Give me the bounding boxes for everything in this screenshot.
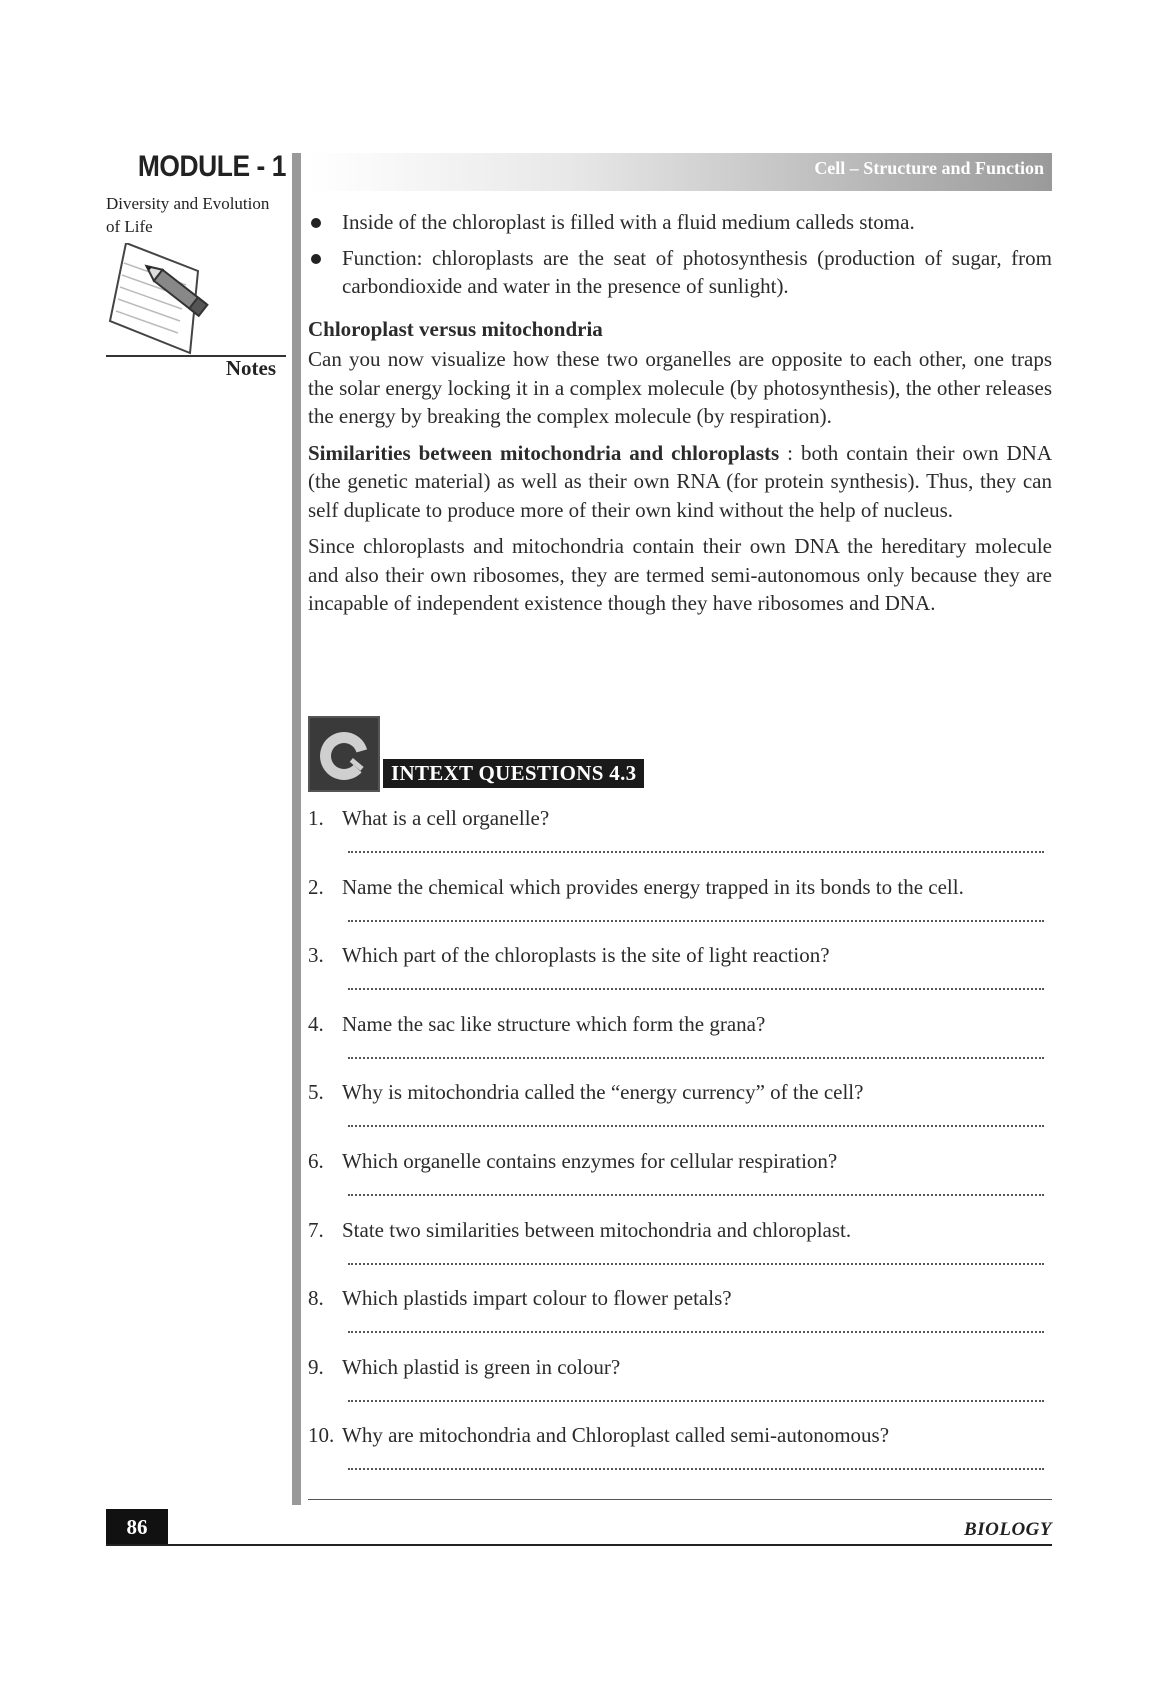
question-number: 2.: [308, 874, 324, 899]
question-item: [308, 1080, 1052, 1149]
question-item: [308, 875, 1052, 944]
footer-subject: BIOLOGY: [964, 1519, 1052, 1540]
question-text: Which organelle contains enzymes for cellular respiration?: [342, 1148, 838, 1173]
question-item: [308, 1286, 1052, 1355]
notes-label: Notes: [225, 356, 276, 380]
paragraph-bold-lead: Similarities between mitochondria and chloroplasts: [308, 440, 780, 465]
bullet-list: [308, 208, 1052, 301]
question-number: 3.: [308, 943, 324, 968]
notes-pencil-icon: [106, 243, 286, 358]
bullet-item: [308, 244, 1052, 301]
margin-divider-bar: [292, 153, 301, 1505]
question-number: 10.: [308, 1423, 335, 1448]
running-title: Cell – Structure and Function: [814, 158, 1044, 178]
question-number: 8.: [308, 1286, 324, 1311]
question-text: Name the chemical which provides energy trapped in its bonds to the cell.: [342, 874, 964, 899]
bullet-text: Function: chloroplasts are the seat of photosynthesis (production of sugar, from carbondioxide and water in the presence of sunlight).: [342, 245, 1052, 298]
bullet-icon: [311, 218, 321, 228]
question-text: Name the sac like structure which form the grana?: [342, 1011, 766, 1036]
paragraph: Since chloroplasts and mitochondria contain their own DNA the hereditary molecule and also their own ribosomes, they are termed semi-autonomous only because they are incapable of independent existence though they have ribosomes and DNA.: [308, 534, 1052, 615]
question-number: 7.: [308, 1217, 324, 1242]
bullet-item: [308, 208, 1052, 237]
question-list: [308, 806, 1052, 1492]
paragraph-text: : both contain their own DNA (the genetic material) as well as their own RNA (for protein synthesis). Thus, they can self duplicate to produce more of their own kind without the help of nucleus.: [308, 440, 1053, 522]
question-text: Why are mitochondria and Chloroplast called semi-autonomous?: [342, 1423, 890, 1448]
question-item: [308, 806, 1052, 875]
paragraph: [308, 439, 1052, 525]
question-text: Which plastids impart colour to flower petals?: [342, 1286, 732, 1311]
module-title: MODULE - 1: [137, 150, 286, 183]
answer-line: [348, 851, 1044, 853]
answer-line: [348, 920, 1044, 922]
question-item: [308, 1218, 1052, 1287]
question-number: 9.: [308, 1354, 324, 1379]
answer-line: [348, 1400, 1044, 1402]
margin-column: [106, 150, 286, 380]
question-item: [308, 943, 1052, 1012]
answer-line: [348, 988, 1044, 990]
question-text: State two similarities between mitochondria and chloroplast.: [342, 1217, 852, 1242]
question-number: 6.: [308, 1148, 324, 1173]
question-item: [308, 1355, 1052, 1424]
question-text: Which part of the chloroplasts is the site of light reaction?: [342, 943, 830, 968]
question-text: Which plastid is green in colour?: [342, 1354, 621, 1379]
answer-line: [348, 1057, 1044, 1059]
page-number: 86: [106, 1509, 168, 1545]
content-end-rule: [308, 1499, 1052, 1500]
answer-line: [348, 1263, 1044, 1265]
question-item: [308, 1423, 1052, 1492]
bullet-text: Inside of the chloroplast is filled with a fluid medium calleds stoma.: [342, 210, 915, 234]
question-text: What is a cell organelle?: [342, 806, 550, 830]
answer-line: [348, 1125, 1044, 1127]
running-header: [308, 153, 1052, 191]
footer-rule: [106, 1544, 1052, 1546]
paragraph: Can you now visualize how these two organelles are opposite to each other, one traps the solar energy locking it in a complex molecule (by photosynthesis), the other releases the energy by breaking the complex molecule (by respiration).: [308, 347, 1052, 428]
main-content: [308, 208, 1052, 626]
answer-line: [348, 1468, 1044, 1470]
bullet-icon: [311, 254, 321, 264]
answer-line: [348, 1194, 1044, 1196]
question-item: [308, 1149, 1052, 1218]
section-heading: Chloroplast versus mitochondria: [308, 316, 603, 341]
answer-line: [348, 1331, 1044, 1333]
module-subtitle: Diversity and Evolution of Life: [106, 194, 270, 236]
question-icon: [308, 716, 380, 792]
question-number: 4.: [308, 1011, 324, 1036]
intext-questions-banner: INTEXT QUESTIONS 4.3: [383, 759, 644, 788]
question-number: 5.: [308, 1080, 324, 1105]
intext-questions-header: [308, 716, 1052, 798]
question-text: Why is mitochondria called the “energy currency” of the cell?: [342, 1080, 864, 1105]
question-item: [308, 1012, 1052, 1081]
question-number: 1.: [308, 806, 324, 830]
